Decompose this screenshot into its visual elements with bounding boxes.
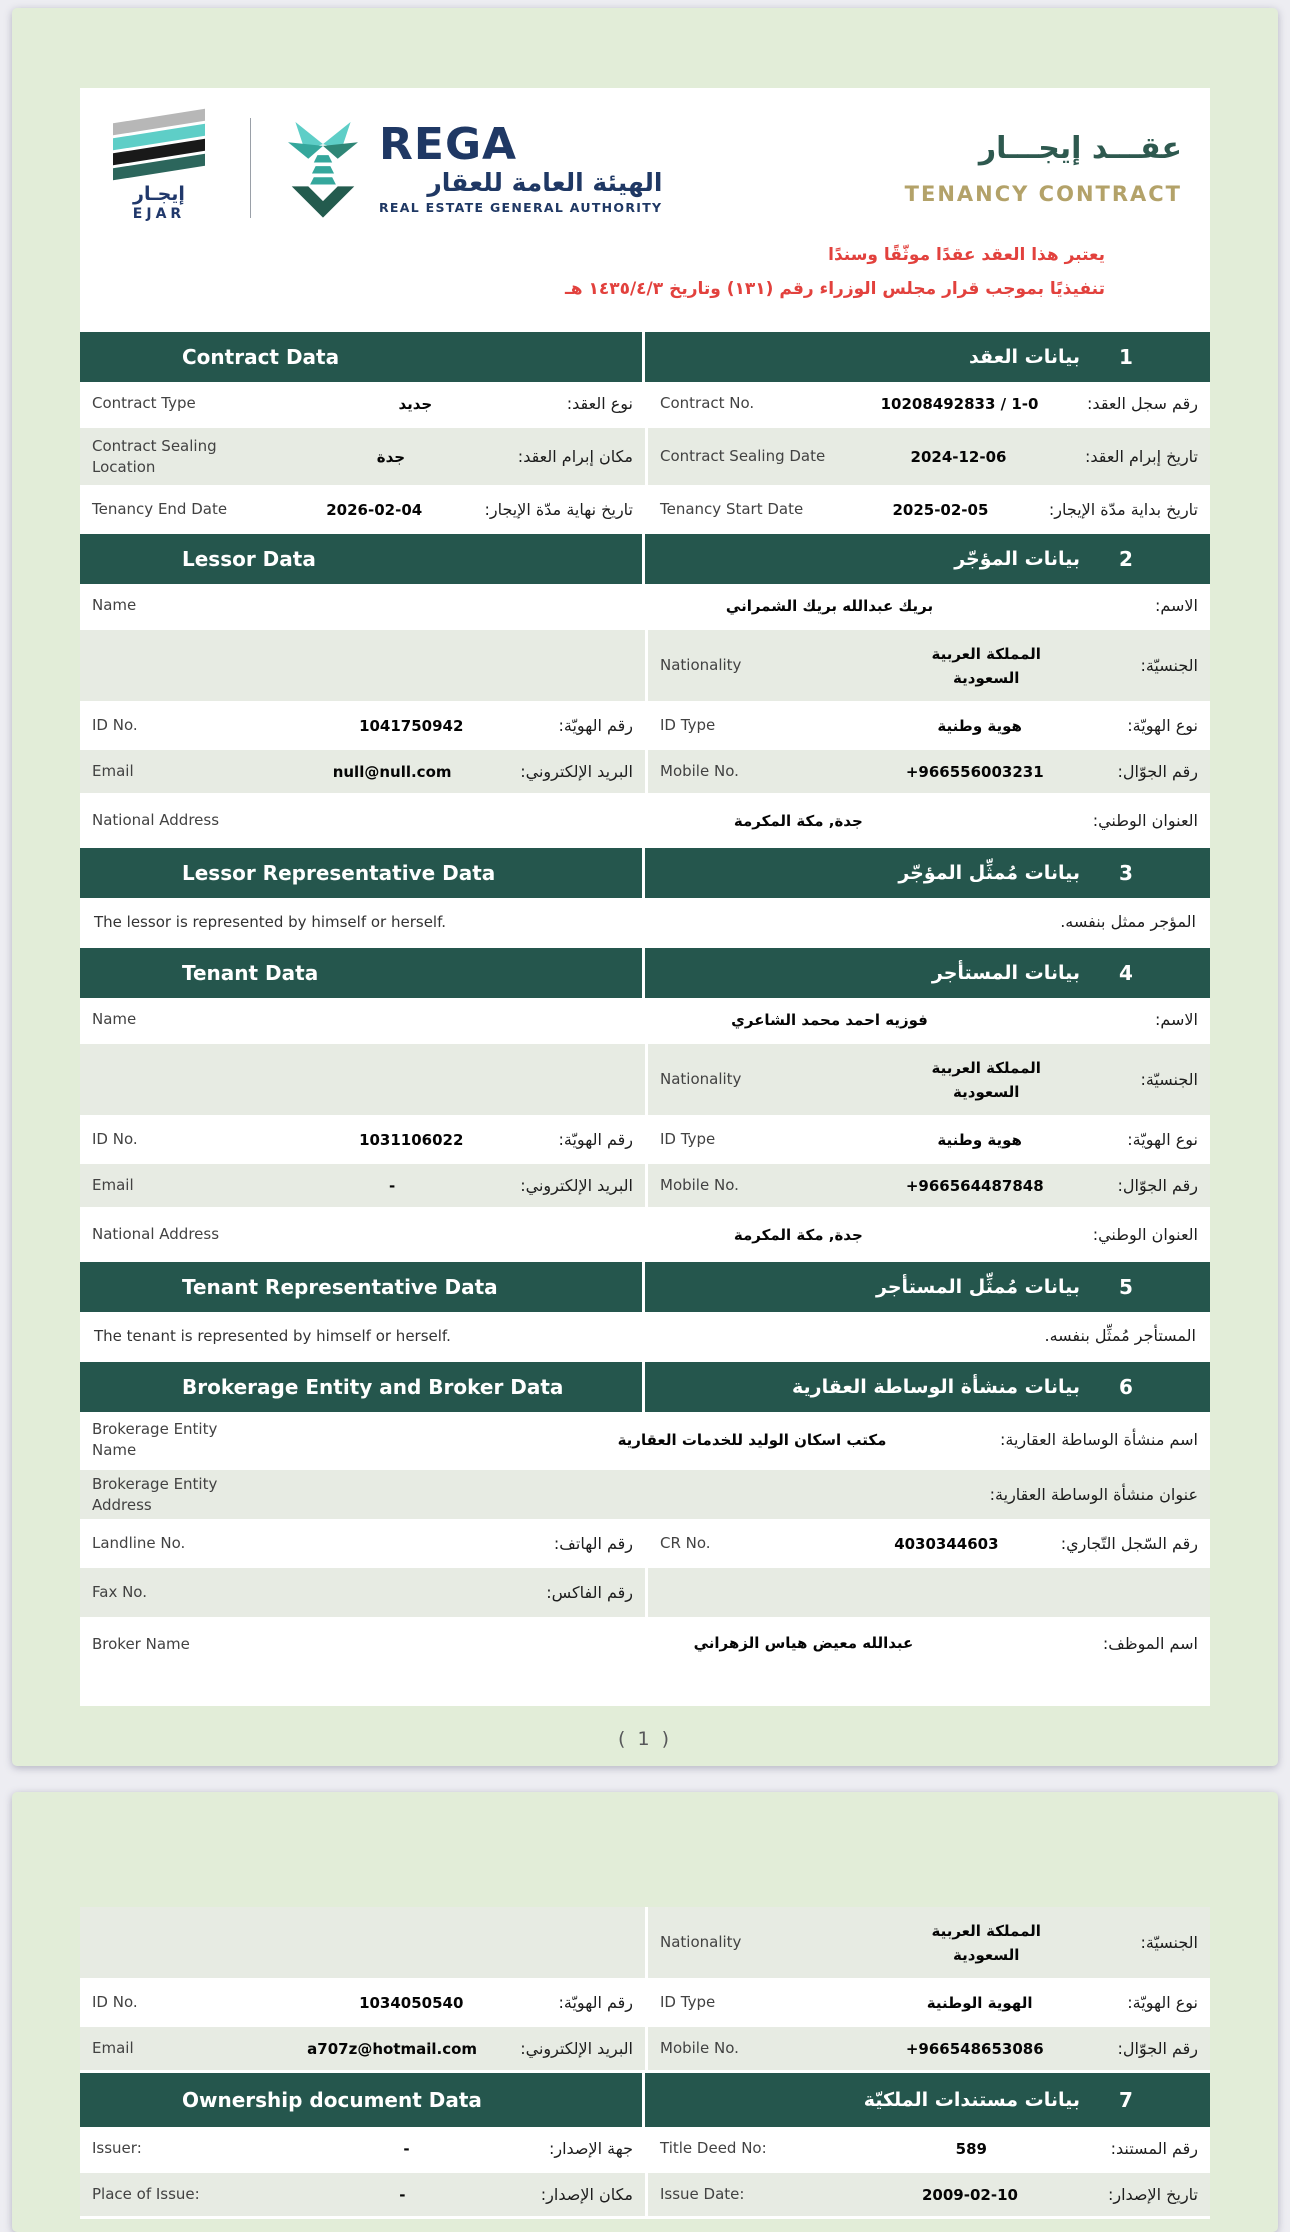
field-label-ar: تاريخ الإصدار: [1107, 2185, 1198, 2204]
document-title-ar: عقـــد إيجـــار [978, 130, 1182, 166]
field-label-ar: رقم الهاتف: [553, 1534, 633, 1553]
field-label-ar: تاريخ نهاية مدّة الإيجار: [484, 500, 633, 519]
field-label-ar: رقم المستند: [1110, 2139, 1198, 2158]
section-header-ownership [80, 2073, 1210, 2127]
field-label-en: National Address [92, 1225, 220, 1244]
field-label-ar: الجنسيّة: [1140, 656, 1198, 675]
field-value: المملكة العربية السعودية [931, 1921, 1041, 1964]
table-row-tenant-id [80, 1118, 1210, 1164]
field-value: 4030344603 [894, 1534, 999, 1553]
table-row-lessor-contact [80, 750, 1210, 796]
field-value: 589 [955, 2139, 987, 2158]
field-value: 1034050540 [359, 1993, 464, 2012]
section-title-ar: بيانات المؤجّر [954, 548, 1080, 570]
document-title-block [905, 131, 1192, 206]
field-label-en: Title Deed No: [660, 2139, 767, 2158]
field-value: فوزيه احمد محمد الشاعري [731, 1010, 928, 1029]
table-row-lessor-address [80, 796, 1210, 848]
note-text-ar: المؤجر ممثل بنفسه. [1060, 912, 1196, 931]
table-row-contract-no [80, 382, 1210, 428]
table-row-broker-nationality [80, 1907, 1210, 1981]
field-label-en: Mobile No. [660, 1176, 739, 1195]
section-number: 7 [1119, 2088, 1133, 2112]
table-row-brokerage-address [80, 1470, 1210, 1522]
field-label-en: Broker Name [92, 1635, 190, 1653]
field-label-ar: جهة الإصدار: [548, 2139, 633, 2158]
disclaimer-line-1: يعتبر هذا العقد عقدًا موثّقًا وسندًا [828, 245, 1105, 265]
field-label-en: Email [92, 2039, 134, 2058]
rega-name-en: REAL ESTATE GENERAL AUTHORITY [379, 199, 663, 215]
field-value: a707z@hotmail.com [307, 2039, 478, 2058]
section-title-ar: بيانات منشأة الوساطة العقارية [791, 1376, 1080, 1398]
section-number: 1 [1119, 345, 1133, 369]
field-label-ar: مكان الإصدار: [540, 2185, 633, 2204]
legal-disclaimer [80, 232, 1210, 332]
section-title-en: Tenant Representative Data [182, 1275, 498, 1299]
field-label-ar: رقم الجوّال: [1117, 762, 1198, 781]
table-row-tenant-contact [80, 1164, 1210, 1210]
field-value: الهوية الوطنية [926, 1993, 1033, 2012]
rega-text-block [379, 119, 663, 215]
ejar-stripes-icon [109, 114, 209, 178]
note-text-en: The lessor is represented by himself or herself. [94, 912, 447, 931]
ejar-wordmark-ar: إيجـار [133, 182, 185, 205]
field-label-en: CR No. [660, 1534, 711, 1553]
field-label-en: Email [92, 1176, 134, 1195]
field-label-ar: اسم الموظف: [1102, 1634, 1198, 1653]
note-text-en: The tenant is represented by himself or herself. [94, 1326, 451, 1345]
section-header-lessor-representative [80, 848, 1210, 898]
field-value: جدة, مكة المكرمة [733, 811, 863, 830]
field-label-ar: رقم السّجل التّجاري: [1060, 1534, 1198, 1553]
table-row-broker-contact [80, 2027, 1210, 2073]
field-value: - [389, 1176, 396, 1195]
table-row-brokerage-cr [80, 1522, 1210, 1568]
field-tenant-nationality [645, 1044, 1210, 1115]
field-label-en: ID Type [660, 716, 716, 735]
tenant-representative-note [80, 1312, 1210, 1362]
document-header [80, 88, 1210, 232]
field-contract-no [645, 382, 1210, 425]
table-row-tenant-name [80, 998, 1210, 1044]
section-header-contract-data [80, 332, 1210, 382]
section-title-en: Contract Data [182, 345, 340, 369]
table-row-lessor-name [80, 584, 1210, 630]
table-row-brokerage-name [80, 1412, 1210, 1470]
field-lessor-id-type [645, 704, 1210, 747]
field-label-en: Brokerage Entity Name [92, 1420, 218, 1459]
field-label-en: ID No. [92, 1993, 138, 2012]
field-broker-id-no [80, 1981, 645, 2024]
field-value: - [403, 2139, 410, 2158]
field-label-ar: البريد الإلكتروني: [520, 1176, 633, 1195]
field-label-ar: مكان إبرام العقد: [517, 447, 633, 466]
field-label-ar: رقم الفاكس: [546, 1583, 633, 1602]
page-number-indicator: ( 1 ) [618, 1728, 672, 1750]
table-row-issue-date [80, 2173, 1210, 2219]
disclaimer-line-2: تنفيذيًا بموجب قرار مجلس الوزراء رقم (١٣١) وتاريخ ١٤٣٥/٤/٣ هـ [564, 279, 1105, 299]
field-value: جديد [398, 394, 433, 413]
field-label-ar: العنوان الوطني: [1092, 1225, 1198, 1244]
table-row-tenancy-dates [80, 488, 1210, 534]
field-lessor-email [80, 750, 645, 793]
section-header-tenant-data [80, 948, 1210, 998]
section-number: 3 [1119, 861, 1133, 885]
section-number: 6 [1119, 1375, 1133, 1399]
field-label-ar: عنوان منشأة الوساطة العقارية: [989, 1485, 1198, 1504]
field-label-ar: تاريخ إبرام العقد: [1084, 447, 1198, 466]
field-label-ar: رقم الجوّال: [1117, 1176, 1198, 1195]
document-title-en: TENANCY CONTRACT [904, 181, 1182, 206]
field-label-ar: البريد الإلكتروني: [520, 2039, 633, 2058]
table-row-sealing [80, 428, 1210, 488]
table-row-tenant-address [80, 1210, 1210, 1262]
field-value: 10208492833 / 1-0 [880, 394, 1039, 413]
field-label-en: Contract Sealing Location [92, 437, 217, 476]
field-brokerage-entity-address [80, 1470, 1210, 1519]
rega-palm-icon [277, 116, 369, 220]
logo-divider [250, 118, 251, 218]
section-number: 4 [1119, 961, 1133, 985]
field-value: 2025-02-05 [892, 500, 989, 519]
field-label-en: Place of Issue: [92, 2185, 200, 2204]
ejar-logo [94, 114, 224, 223]
contract-card [80, 88, 1210, 1706]
table-row-title-deed [80, 2127, 1210, 2173]
rega-wordmark: REGA [379, 119, 518, 171]
field-fax [80, 1568, 645, 1617]
field-label-ar: العنوان الوطني: [1092, 811, 1198, 830]
field-end-date [80, 488, 645, 531]
field-label-en: Contract No. [660, 394, 755, 413]
note-text-ar: المستأجر مُمثِّل بنفسه. [1044, 1326, 1196, 1345]
field-label-en: Issuer: [92, 2139, 142, 2158]
field-brokerage-entity-name [80, 1412, 1210, 1467]
field-label-ar: رقم سجل العقد: [1087, 394, 1198, 413]
field-broker-email [80, 2027, 645, 2070]
field-value: - [399, 2185, 406, 2204]
section-title-en: Lessor Representative Data [182, 861, 496, 885]
field-label-en: Email [92, 762, 134, 781]
table-row-tenant-nationality [80, 1044, 1210, 1118]
field-lessor-nationality [645, 630, 1210, 701]
field-label-en: Fax No. [92, 1583, 147, 1602]
field-value: المملكة العربية السعودية [931, 644, 1041, 687]
field-tenant-id-no [80, 1118, 645, 1161]
field-cr-no [645, 1522, 1210, 1565]
field-value: +966556003231 [905, 762, 1044, 781]
field-tenant-mobile [645, 1164, 1210, 1207]
field-label-en: ID No. [92, 716, 138, 735]
field-value: 1041750942 [359, 716, 464, 735]
contract-card-page-2 [80, 1907, 1210, 2219]
field-label-ar: نوع الهويّة: [1127, 1130, 1198, 1149]
section-title-ar: بيانات مُمثِّل المستأجر [876, 1276, 1080, 1298]
section-number: 5 [1119, 1275, 1133, 1299]
logo-group [94, 114, 662, 223]
field-value: 2026-02-04 [326, 500, 423, 519]
field-value: هوية وطنية [937, 1130, 1022, 1149]
field-label-en: Tenancy Start Date [660, 500, 804, 519]
field-label-ar: الجنسيّة: [1140, 1933, 1198, 1952]
rega-name-ar: الهيئة العامة للعقار [427, 168, 663, 198]
section-title-ar: بيانات العقد [968, 346, 1080, 368]
field-label-ar: رقم الهويّة: [558, 1993, 633, 2012]
field-value: null@null.com [332, 762, 452, 781]
field-label-en: Name [92, 1010, 137, 1029]
field-broker-name [80, 1620, 1210, 1703]
lessor-representative-note [80, 898, 1210, 948]
contract-page-1 [12, 8, 1278, 1766]
field-label-ar: تاريخ بداية مدّة الإيجار: [1048, 500, 1198, 519]
field-label-en: Mobile No. [660, 2039, 739, 2058]
section-title-en: Lessor Data [182, 547, 316, 571]
field-value: عبدالله معيض هياس الزهراني [693, 1634, 914, 1652]
field-lessor-name [80, 584, 1210, 627]
section-title-ar: بيانات مُمثِّل المؤجّر [898, 862, 1080, 884]
table-row-broker-name [80, 1620, 1210, 1706]
table-row-lessor-id [80, 704, 1210, 750]
rega-logo [277, 116, 662, 220]
empty-cell [645, 1568, 1210, 1617]
empty-cell [80, 1044, 645, 1115]
field-value: بريك عبدالله بريك الشمراني [725, 596, 934, 615]
field-label-en: Contract Type [92, 394, 196, 413]
field-label-ar: نوع الهويّة: [1127, 1993, 1198, 2012]
section-title-en: Brokerage Entity and Broker Data [182, 1375, 564, 1399]
field-value: +966548653086 [905, 2039, 1044, 2058]
table-row-lessor-nationality [80, 630, 1210, 704]
field-start-date [645, 488, 1210, 531]
field-value: +966564487848 [905, 1176, 1044, 1195]
field-landline [80, 1522, 645, 1565]
empty-cell [80, 630, 645, 701]
field-lessor-id-no [80, 704, 645, 747]
field-label-ar: رقم الهويّة: [558, 716, 633, 735]
field-tenant-address [80, 1210, 1210, 1259]
field-label-ar: رقم الجوّال: [1117, 2039, 1198, 2058]
field-label-en: ID Type [660, 1993, 716, 2012]
document-viewer [0, 8, 1290, 2214]
table-row-brokerage-fax [80, 1568, 1210, 1620]
field-broker-nationality [645, 1907, 1210, 1978]
section-title-ar: بيانات المستأجر [931, 962, 1080, 984]
field-broker-id-type [645, 1981, 1210, 2024]
field-label-en: Contract Sealing Date [660, 447, 826, 466]
section-title-en: Tenant Data [182, 961, 319, 985]
field-value: 2009-02-10 [922, 2185, 1018, 2204]
field-label-en: Nationality [660, 656, 742, 675]
field-label-ar: نوع العقد: [566, 394, 633, 413]
field-value: 2024-12-06 [910, 447, 1007, 466]
field-label-ar: نوع الهويّة: [1127, 716, 1198, 735]
section-number: 2 [1119, 547, 1133, 571]
section-title-en: Ownership document Data [182, 2088, 482, 2112]
field-tenant-id-type [645, 1118, 1210, 1161]
field-value: المملكة العربية السعودية [931, 1058, 1041, 1101]
field-tenant-name [80, 998, 1210, 1041]
field-title-deed-no [645, 2127, 1210, 2170]
field-lessor-address [80, 796, 1210, 845]
field-label-en: Tenancy End Date [92, 500, 228, 519]
field-label-en: Landline No. [92, 1534, 186, 1553]
contract-page-2 [12, 1792, 1278, 2232]
field-label-ar: الجنسيّة: [1140, 1070, 1198, 1089]
field-label-en: ID Type [660, 1130, 716, 1149]
section-header-lessor-data [80, 534, 1210, 584]
field-label-en: ID No. [92, 1130, 138, 1149]
field-label-en: Nationality [660, 1933, 742, 1952]
field-place-of-issue [80, 2173, 645, 2216]
table-row-broker-id [80, 1981, 1210, 2027]
field-sealing-location [80, 428, 645, 485]
field-label-ar: البريد الإلكتروني: [520, 762, 633, 781]
empty-cell [80, 1907, 645, 1978]
field-label-en: Nationality [660, 1070, 742, 1089]
field-issuer [80, 2127, 645, 2170]
field-label-ar: الاسم: [1154, 1010, 1198, 1029]
field-label-ar: اسم منشأة الوساطة العقارية: [999, 1430, 1198, 1449]
ejar-wordmark-en: EJAR [132, 206, 186, 223]
field-label-en: National Address [92, 811, 220, 830]
field-value: 1031106022 [359, 1130, 464, 1149]
field-sealing-date [645, 428, 1210, 485]
field-label-en: Name [92, 596, 137, 615]
field-label-en: Brokerage Entity Address [92, 1475, 218, 1514]
field-broker-mobile [645, 2027, 1210, 2070]
field-value: جدة [376, 447, 406, 466]
section-header-tenant-representative [80, 1262, 1210, 1312]
field-label-ar: الاسم: [1154, 596, 1198, 615]
field-label-en: Mobile No. [660, 762, 739, 781]
field-value: جدة, مكة المكرمة [733, 1225, 863, 1244]
field-label-en: Issue Date: [660, 2185, 745, 2204]
field-issue-date [645, 2173, 1210, 2216]
field-contract-type [80, 382, 645, 425]
section-title-ar: بيانات مستندات الملكيّة [863, 2089, 1080, 2111]
field-value: مكتب اسكان الوليد للخدمات العقارية [617, 1430, 887, 1449]
field-tenant-email [80, 1164, 645, 1207]
section-header-brokerage [80, 1362, 1210, 1412]
field-lessor-mobile [645, 750, 1210, 793]
field-label-ar: رقم الهويّة: [558, 1130, 633, 1149]
field-value: هوية وطنية [937, 716, 1022, 735]
